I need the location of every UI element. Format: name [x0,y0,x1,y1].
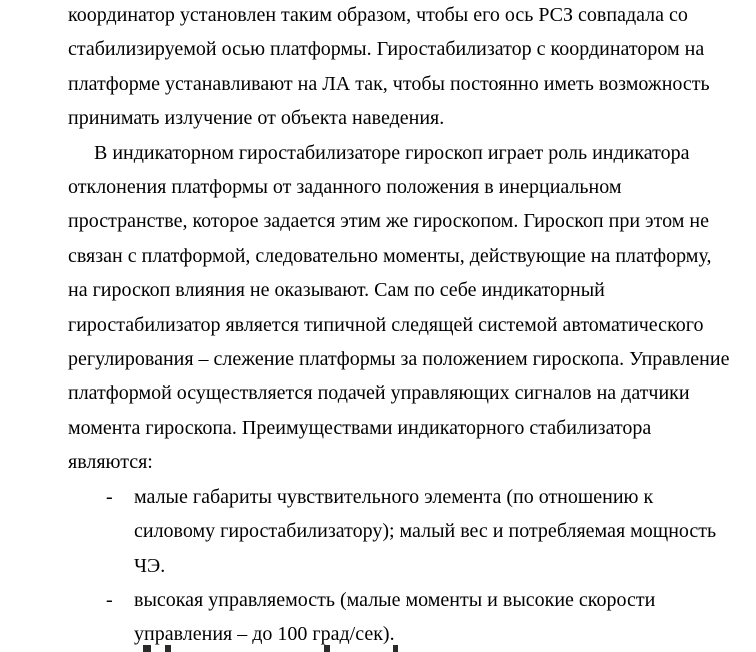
text-line: отклонения платформы от заданного положения в инерциальном [68,176,622,199]
bullet-line: высокая управляемость (малые моменты и высокие скорости [134,588,656,611]
bullet-dash-marker: - [106,485,113,508]
text-line: гиростабилизатор является типичной следящей системой автоматического [68,313,704,336]
cutoff-text-fragment [143,645,151,652]
text-line: платформе устанавливают на ЛА так, чтобы постоянно иметь возможность [68,72,710,95]
bullet-line: силовому гиростабилизатору); малый вес и потребляемая мощность [134,520,717,543]
paragraph-indicator-gyrostabilizer [68,136,736,480]
document-page [68,0,736,652]
bullet-list [68,480,736,652]
bullet-dash-marker: - [106,588,113,611]
bullet-item-high-controllability [68,583,736,652]
bullet-line: управления – до 100 град/сек). [134,623,395,646]
bullet-line: малые габариты чувствительного элемента (по отношению к [134,485,654,508]
text-line: платформой осуществляется подачей управляющих сигналов на датчики [68,382,690,405]
text-line: связан с платформой, следовательно моменты, действующие на платформу, [68,244,712,267]
cutoff-text-fragment [165,645,171,652]
text-line: стабилизируемой осью платформы. Гиростабилизатор с координатором на [68,38,705,61]
text-line: регулирования – слежение платформы за положением гироскопа. Управление [68,348,730,371]
text-line: пространстве, которое задается этим же гироскопом. Гироскоп при этом не [68,210,709,233]
text-line: являются: [68,451,153,474]
text-line: В индикаторном гиростабилизаторе гироскоп играет роль индикатора [94,141,690,164]
text-line: принимать излучение от объекта наведения. [68,107,445,130]
cutoff-text-fragment [324,645,330,652]
paragraph-continuation [68,0,736,136]
text-line: на гироскоп влияния не оказывают. Сам по себе индикаторный [68,279,605,302]
cutoff-text-fragment [393,645,398,652]
bullet-item-small-dimensions [68,480,736,583]
text-line: координатор установлен таким образом, чтобы его ось РСЗ совпадала со [68,4,688,26]
text-line: момента гироскопа. Преимуществами индикаторного стабилизатора [68,416,652,439]
bullet-line: ЧЭ. [134,554,166,577]
